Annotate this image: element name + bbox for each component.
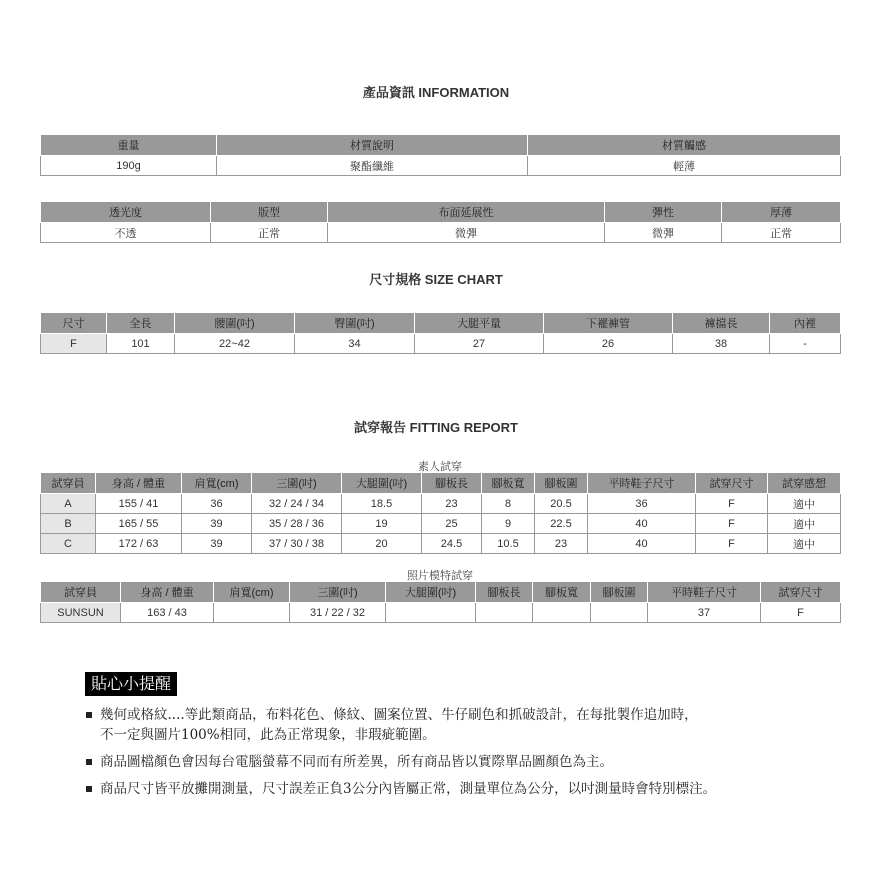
header-height-weight: 身高 / 體重: [121, 582, 214, 603]
header-lining: 內裡: [770, 313, 841, 334]
cell-shoe-size: 37: [648, 603, 761, 623]
cell-thigh-circ: 18.5: [342, 494, 422, 514]
header-shoe-size: 平時鞋子尺寸: [588, 473, 696, 494]
cell-height-weight: 155 / 41: [96, 494, 182, 514]
header-tried-size: 試穿尺寸: [761, 582, 841, 603]
table-row: [41, 534, 841, 554]
cell-foot-circ: [591, 603, 648, 623]
bullet-icon: [86, 786, 92, 792]
cell-measurements: 32 / 24 / 34: [252, 494, 342, 514]
model-fitting-table: [40, 581, 841, 623]
note-text: 商品尺寸皆平放攤開測量，尺寸誤差正負3公分內皆屬正常，測量單位為公分，以吋測量時會特別標注。: [100, 781, 717, 797]
material-table: [40, 134, 841, 176]
attributes-table-header: [41, 202, 841, 223]
header-rise: 褲擋長: [673, 313, 770, 334]
header-height-weight: 身高 / 體重: [96, 473, 182, 494]
cell-measurements: 35 / 28 / 36: [252, 514, 342, 534]
cell-foot-width: [533, 603, 591, 623]
size-chart-title: 尺寸規格 SIZE CHART: [369, 272, 503, 287]
note-text-continued: 不一定與圖片100%相同，此為正常現象，非瑕疵範圍。: [100, 727, 436, 743]
cell-foot-length: 23: [422, 494, 482, 514]
cell-foot-circ: 20.5: [535, 494, 588, 514]
cell-tester: SUNSUN: [41, 603, 121, 623]
cell-hem: 26: [544, 334, 673, 354]
material-table-header: [41, 135, 841, 156]
header-tried-size: 試穿尺寸: [696, 473, 768, 494]
header-thigh-circ: 大腿圍(吋): [386, 582, 476, 603]
header-thickness: 厚薄: [722, 202, 841, 223]
cell-feedback: 適中: [768, 534, 841, 554]
header-foot-length: 腳板長: [476, 582, 533, 603]
cell-foot-width: 9: [482, 514, 535, 534]
cell-thickness: 正常: [722, 223, 841, 243]
cell-waist: 22~42: [175, 334, 295, 354]
cell-height-weight: 165 / 55: [96, 514, 182, 534]
cell-shoulder: 39: [182, 514, 252, 534]
size-chart-table: [40, 312, 841, 354]
cell-thigh: 27: [415, 334, 544, 354]
size-chart-header: [41, 313, 841, 334]
header-hem: 下襬褲管: [544, 313, 673, 334]
table-row: [41, 603, 841, 623]
material-table-row: [41, 156, 841, 176]
cell-shoe-size: 40: [588, 534, 696, 554]
attributes-table-row: [41, 223, 841, 243]
cell-shoulder: 39: [182, 534, 252, 554]
cell-stretch: 微彈: [328, 223, 605, 243]
cell-material: 聚酯纖維: [217, 156, 528, 176]
header-shoe-size: 平時鞋子尺寸: [648, 582, 761, 603]
header-tester: 試穿員: [41, 582, 121, 603]
cell-foot-circ: 22.5: [535, 514, 588, 534]
model-caption: 照片模特試穿: [407, 570, 473, 582]
cell-lining: -: [770, 334, 841, 354]
header-elasticity: 彈性: [605, 202, 722, 223]
header-foot-circ: 腳板圍: [591, 582, 648, 603]
bullet-icon: [86, 759, 92, 765]
header-length: 全長: [107, 313, 175, 334]
header-foot-length: 腳板長: [422, 473, 482, 494]
header-size: 尺寸: [41, 313, 107, 334]
cell-fit: 正常: [211, 223, 328, 243]
header-shoulder: 肩寬(cm): [182, 473, 252, 494]
cell-shoulder: 36: [182, 494, 252, 514]
cell-foot-width: 8: [482, 494, 535, 514]
header-hip: 臀圍(吋): [295, 313, 415, 334]
table-row: [41, 514, 841, 534]
amateur-fitting-table: [40, 472, 841, 554]
cell-foot-length: [476, 603, 533, 623]
cell-foot-width: 10.5: [482, 534, 535, 554]
cell-tried-size: F: [696, 514, 768, 534]
cell-tester: A: [41, 494, 96, 514]
header-opacity: 透光度: [41, 202, 211, 223]
header-measurements: 三圍(吋): [252, 473, 342, 494]
header-foot-circ: 腳板圍: [535, 473, 588, 494]
cell-texture: 輕薄: [528, 156, 841, 176]
table-row: [41, 494, 841, 514]
header-measurements: 三圍(吋): [290, 582, 386, 603]
amateur-table-header: [41, 473, 841, 494]
cell-shoe-size: 40: [588, 514, 696, 534]
header-material: 材質說明: [217, 135, 528, 156]
header-thigh: 大腿平量: [415, 313, 544, 334]
note-text: 商品圖檔顏色會因每台電腦螢幕不同而有所差異，所有商品皆以實際單品圖顏色為主。: [100, 754, 613, 770]
header-feedback: 試穿感想: [768, 473, 841, 494]
cell-foot-circ: 23: [535, 534, 588, 554]
cell-length: 101: [107, 334, 175, 354]
list-item: [86, 705, 846, 745]
cell-measurements: 37 / 30 / 38: [252, 534, 342, 554]
cell-feedback: 適中: [768, 494, 841, 514]
header-weight: 重量: [41, 135, 217, 156]
cell-tried-size: F: [696, 534, 768, 554]
cell-hip: 34: [295, 334, 415, 354]
cell-size: F: [41, 334, 107, 354]
cell-opacity: 不透: [41, 223, 211, 243]
cell-feedback: 適中: [768, 514, 841, 534]
cell-height-weight: 172 / 63: [96, 534, 182, 554]
cell-thigh-circ: 19: [342, 514, 422, 534]
cell-height-weight: 163 / 43: [121, 603, 214, 623]
product-info-title: 產品資訊 INFORMATION: [362, 85, 510, 100]
list-item: [86, 752, 846, 772]
model-table-header: [41, 582, 841, 603]
notes-list: [86, 705, 846, 806]
header-waist: 腰圍(吋): [175, 313, 295, 334]
header-stretch: 布面延展性: [328, 202, 605, 223]
cell-tester: B: [41, 514, 96, 534]
cell-shoe-size: 36: [588, 494, 696, 514]
header-thigh-circ: 大腿圍(吋): [342, 473, 422, 494]
size-chart-row: [41, 334, 841, 354]
attributes-table: [40, 201, 841, 243]
cell-tried-size: F: [696, 494, 768, 514]
cell-measurements: 31 / 22 / 32: [290, 603, 386, 623]
cell-tester: C: [41, 534, 96, 554]
cell-foot-length: 24.5: [422, 534, 482, 554]
cell-thigh-circ: [386, 603, 476, 623]
notes-title: 貼心小提醒: [85, 672, 177, 696]
header-foot-width: 腳板寬: [533, 582, 591, 603]
header-shoulder: 肩寬(cm): [214, 582, 290, 603]
cell-weight: 190g: [41, 156, 217, 176]
header-tester: 試穿員: [41, 473, 96, 494]
cell-rise: 38: [673, 334, 770, 354]
header-foot-width: 腳板寬: [482, 473, 535, 494]
header-fit: 版型: [211, 202, 328, 223]
note-text: 幾何或格紋....等此類商品，布料花色、條紋、圖案位置、牛仔刷色和抓破設計，在每批製作追加時，: [100, 707, 698, 723]
cell-foot-length: 25: [422, 514, 482, 534]
cell-elasticity: 微彈: [605, 223, 722, 243]
cell-thigh-circ: 20: [342, 534, 422, 554]
cell-tried-size: F: [761, 603, 841, 623]
bullet-icon: [86, 712, 92, 718]
fitting-report-title: 試穿報告 FITTING REPORT: [354, 420, 518, 435]
amateur-caption: 素人試穿: [418, 461, 462, 473]
header-texture: 材質觸感: [528, 135, 841, 156]
cell-shoulder: [214, 603, 290, 623]
list-item: [86, 779, 846, 799]
